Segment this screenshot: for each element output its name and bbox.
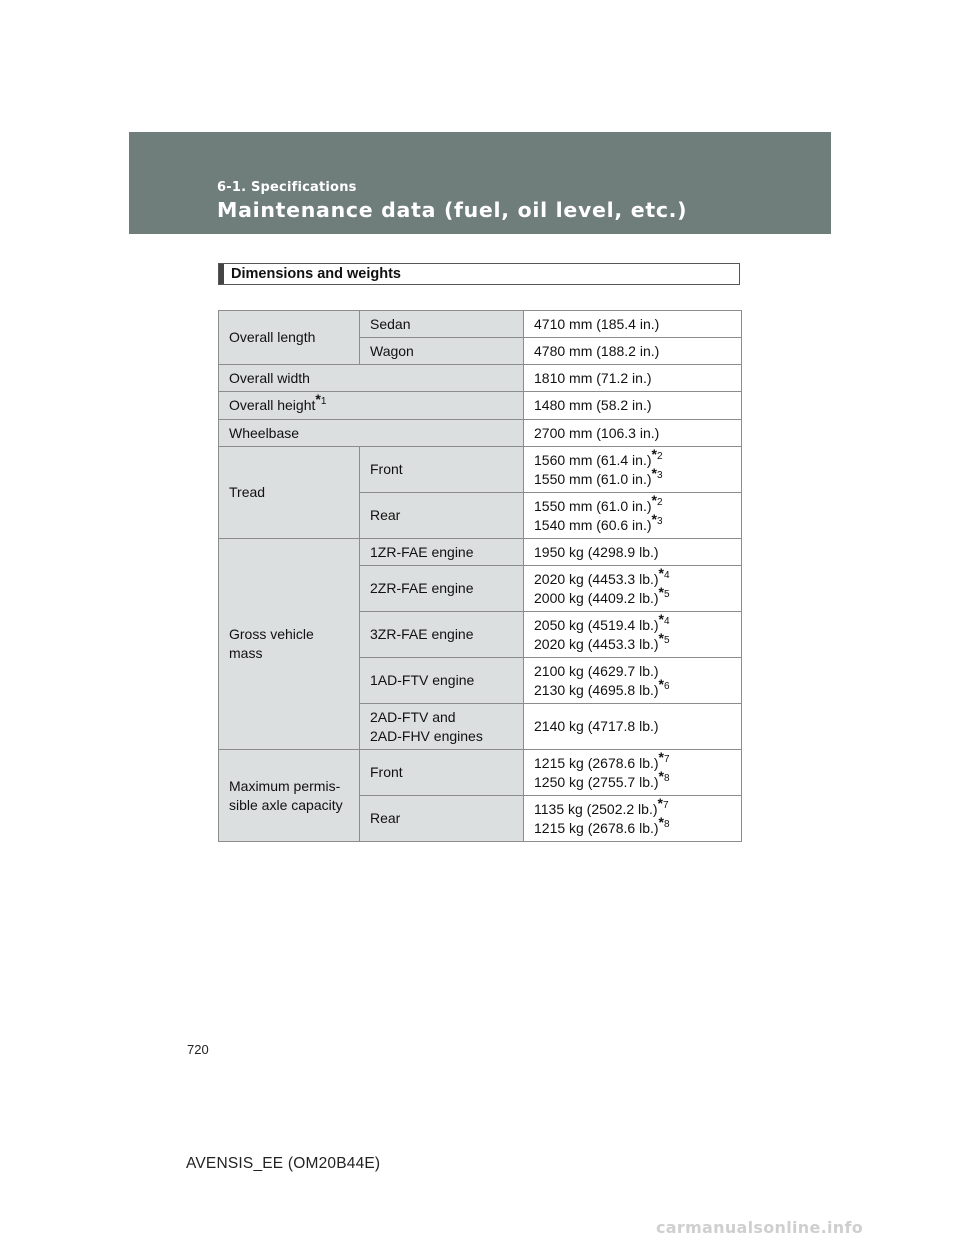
dimensions-weights-table [218, 310, 742, 842]
subheading-box [218, 263, 740, 285]
value-cell: 1950 kg (4298.9 lb.) [524, 539, 742, 566]
value-cell: 2140 kg (4717.8 lb.) [524, 704, 742, 750]
value-cell: 1135 kg (2502.2 lb.)$^{*7}$ 1215 kg (2678.6 lb.)$^{*8}$ [524, 796, 742, 842]
table-row [219, 539, 742, 566]
value-cell: 1810 mm (71.2 in.) [524, 365, 742, 392]
sub-label-rear: Rear [360, 493, 524, 539]
row-label-gross-vehicle-mass: Gross vehicle mass [219, 539, 360, 750]
sub-label-engine: 2ZR-FAE engine [360, 566, 524, 612]
subheading-marker [219, 264, 224, 284]
sub-label-engine: 1ZR-FAE engine [360, 539, 524, 566]
document-code: AVENSIS_EE (OM20B44E) [186, 1155, 381, 1172]
sub-label-rear: Rear [360, 796, 524, 842]
sub-label-engine: 3ZR-FAE engine [360, 612, 524, 658]
table-row [219, 420, 742, 447]
sub-label-front: Front [360, 750, 524, 796]
table-row [219, 365, 742, 392]
table-row [219, 392, 742, 420]
value-cell: 2700 mm (106.3 in.) [524, 420, 742, 447]
table-row [219, 750, 742, 796]
row-label-tread: Tread [219, 447, 360, 539]
row-label-axle-capacity: Maximum permis- sible axle capacity [219, 750, 360, 842]
table-row [219, 311, 742, 338]
table-row [219, 447, 742, 493]
value-cell: 1480 mm (58.2 in.) [524, 392, 742, 420]
value-cell: 2050 kg (4519.4 lb.)$^{*4}$ 2020 kg (4453.3 lb.)$^{*5}$ [524, 612, 742, 658]
value-cell: 4710 mm (185.4 in.) [524, 311, 742, 338]
value-cell: 2020 kg (4453.3 lb.)$^{*4}$ 2000 kg (4409.2 lb.)$^{*5}$ [524, 566, 742, 612]
value-cell: 2100 kg (4629.7 lb.) 2130 kg (4695.8 lb.)$^{*6}$ [524, 658, 742, 704]
value-cell: 1560 mm (61.4 in.)$^{*2}$ 1550 mm (61.0 in.)$^{*3}$ [524, 447, 742, 493]
row-label-overall-width: Overall width [219, 365, 524, 392]
row-label-overall-length: Overall length [219, 311, 360, 365]
row-label-wheelbase: Wheelbase [219, 420, 524, 447]
value-cell: 1215 kg (2678.6 lb.)$^{*7}$ 1250 kg (2755.7 lb.)$^{*8}$ [524, 750, 742, 796]
sub-label-engine: 2AD-FTV and 2AD-FHV engines [360, 704, 524, 750]
sub-label-engine: 1AD-FTV engine [360, 658, 524, 704]
sub-label-sedan: Sedan [360, 311, 524, 338]
row-label-overall-height: Overall height$^{*1}$ [219, 392, 524, 420]
subheading-title: Dimensions and weights [231, 266, 401, 282]
value-cell: 4780 mm (188.2 in.) [524, 338, 742, 365]
page-title: Maintenance data (fuel, oil level, etc.) [217, 198, 688, 222]
sub-label-front: Front [360, 447, 524, 493]
section-label: 6-1. Specifications [217, 180, 357, 195]
watermark: carmanualsonline.info [656, 1218, 864, 1237]
value-cell: 1550 mm (61.0 in.)$^{*2}$ 1540 mm (60.6 in.)$^{*3}$ [524, 493, 742, 539]
sub-label-wagon: Wagon [360, 338, 524, 365]
page-number: 720 [187, 1042, 209, 1057]
